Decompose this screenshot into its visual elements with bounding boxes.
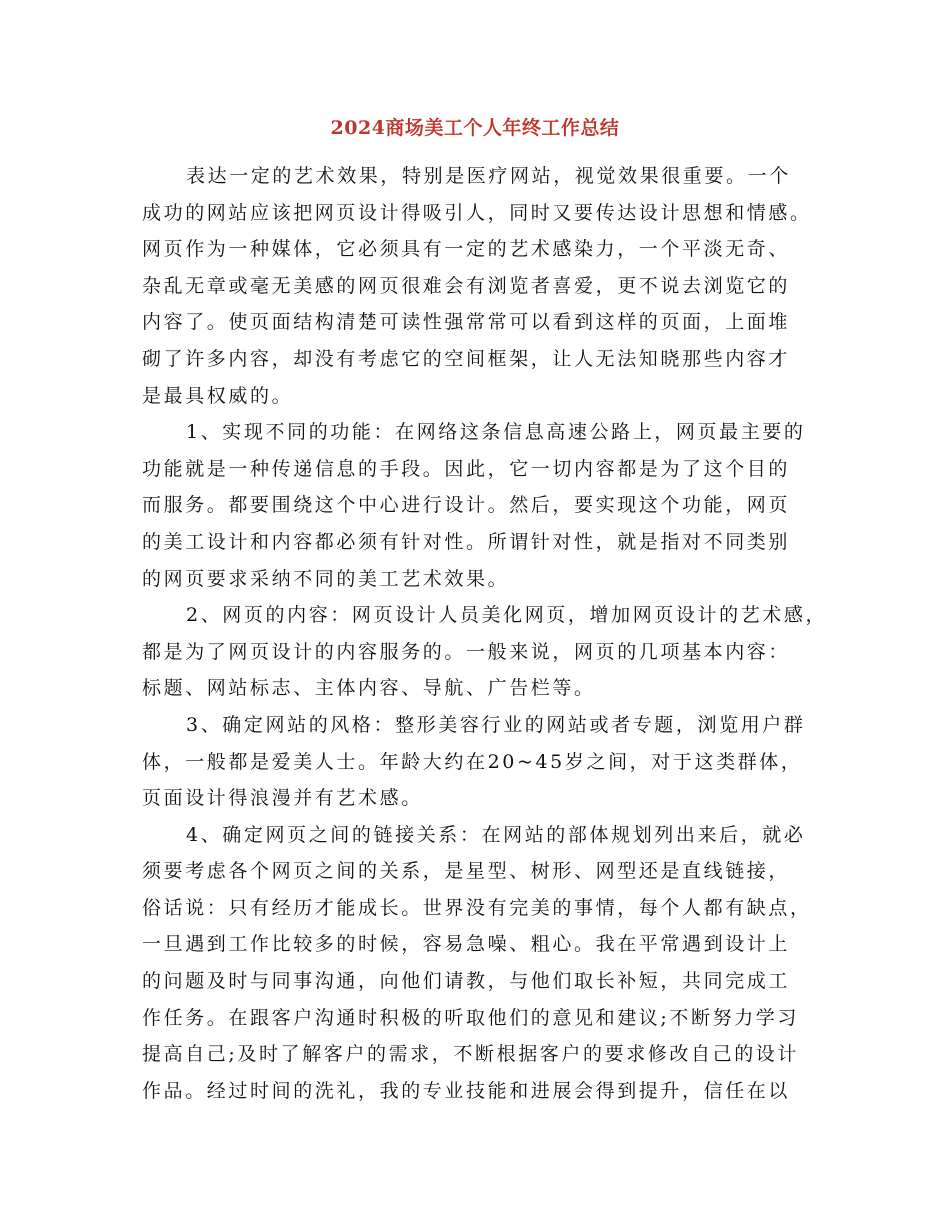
text-line: 是最具权威的。	[142, 384, 294, 407]
text-line: 2、网页的内容：网页设计人员美化网页，增加网页设计的艺术感，	[186, 604, 828, 627]
text-line: 俗话说：只有经历才能成长。世界没有完美的事情，每个人都有缺点，	[142, 896, 812, 919]
text-line: 的网页要求采纳不同的美工艺术效果。	[142, 567, 510, 590]
text-line: 砌了许多内容，却没有考虑它的空间框架，让人无法知晓那些内容才	[142, 347, 791, 370]
text-line: 而服务。都要围绕这个中心进行设计。然后，要实现这个功能，网页	[142, 494, 791, 517]
text-line: 内容了。使页面结构清楚可读性强常常可以看到这样的页面，上面堆	[142, 311, 791, 334]
paragraph-5	[142, 817, 832, 1110]
text-line: 作任务。在跟客户沟通时积极的听取他们的意见和建议;不断努力学习	[142, 1006, 800, 1029]
text-line: 1、实现不同的功能：在网络这条信息高速公路上，网页最主要的	[186, 421, 806, 444]
text-line: 作品。经过时间的洗礼，我的专业技能和进展会得到提升，信任在以	[142, 1079, 791, 1102]
text-line: 3、确定网站的风格：整形美容行业的网站或者专题，浏览用户群	[186, 713, 806, 736]
text-line: 表达一定的艺术效果，特别是医疗网站，视觉效果很重要。一个	[186, 165, 791, 187]
text-line: 页面设计得浪漫并有艺术感。	[142, 787, 423, 810]
text-line: 功能就是一种传递信息的手段。因此，它一切内容都是为了这个目的	[142, 457, 791, 480]
text-line: 都是为了网页设计的内容服务的。一般来说，网页的几项基本内容：	[142, 640, 791, 663]
paragraph-3	[142, 597, 832, 707]
text-line: 4、确定网页之间的链接关系：在网站的部体规划列出来后，就必	[186, 823, 806, 846]
text-line: 体，一般都是爱美人士。年龄大约在20~45岁之间，对于这类群体，	[142, 750, 803, 773]
text-line: 一旦遇到工作比较多的时候，容易急噪、粗心。我在平常遇到设计上	[142, 933, 791, 956]
text-line: 的美工设计和内容都必须有针对性。所谓针对性，就是指对不同类别	[142, 530, 791, 553]
text-line: 标题、网站标志、主体内容、导航、广告栏等。	[142, 677, 596, 700]
text-line: 须要考虑各个网页之间的关系，是星型、树形、网型还是直线链接，	[142, 860, 791, 883]
text-line: 的问题及时与同事沟通，向他们请教，与他们取长补短，共同完成工	[142, 970, 791, 993]
paragraph-1	[142, 158, 832, 414]
paragraph-2	[142, 414, 832, 597]
text-line: 提高自己;及时了解客户的需求，不断根据客户的要求修改自己的设计	[142, 1043, 800, 1066]
paragraph-4	[142, 707, 832, 817]
document-body	[142, 158, 832, 1109]
document-title: 2024商场美工个人年终工作总结	[330, 117, 620, 139]
text-line: 杂乱无章或毫无美感的网页很难会有浏览者喜爱，更不说去浏览它的	[142, 274, 791, 297]
text-line: 成功的网站应该把网页设计得吸引人，同时又要传达设计思想和情感。	[142, 201, 812, 224]
text-line: 网页作为一种媒体，它必须具有一定的艺术感染力，一个平淡无奇、	[142, 238, 791, 261]
